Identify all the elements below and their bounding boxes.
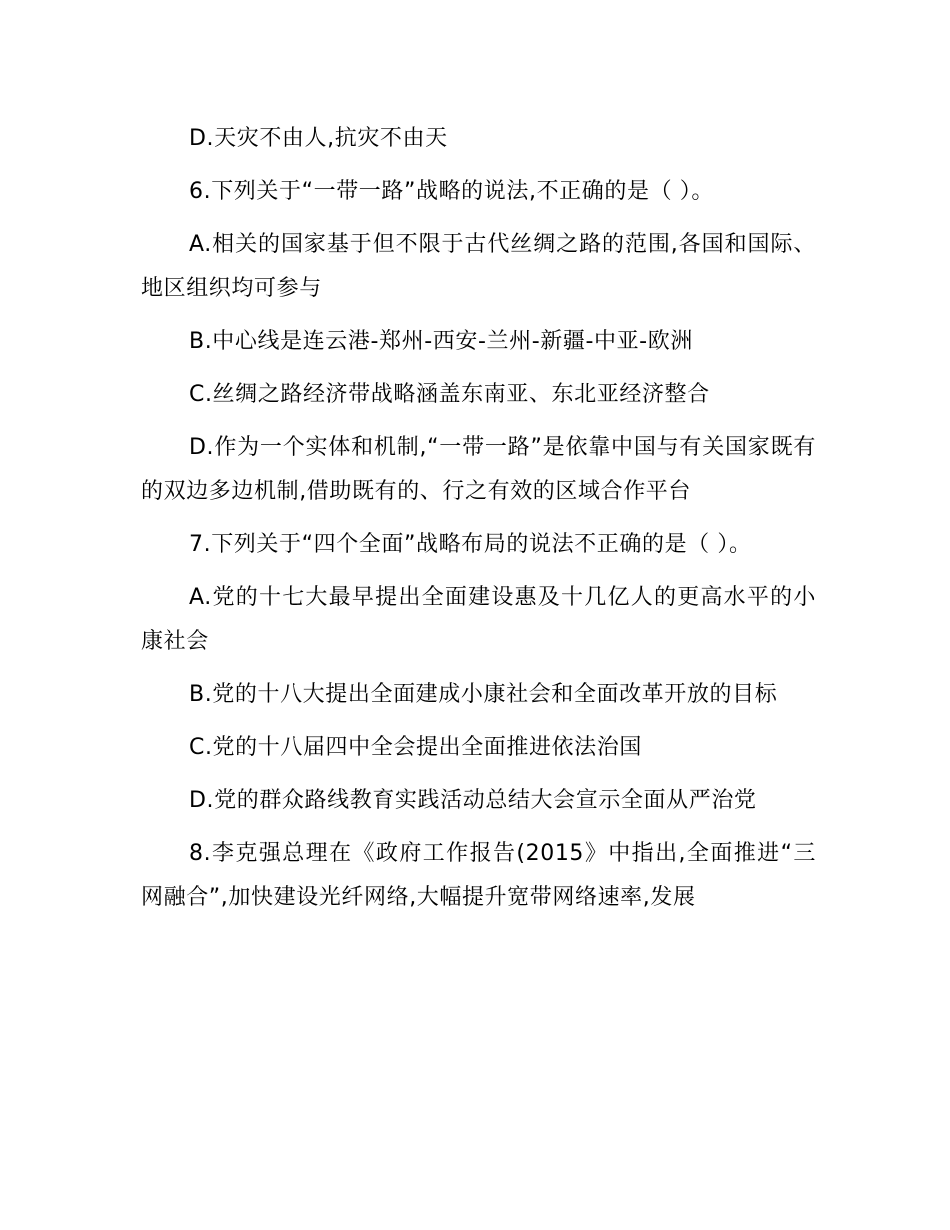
option-c-q7: C.党的十八届四中全会提出全面推进依法治国	[189, 735, 642, 760]
option-b-q6: B.中心线是连云港-郑州-西安-兰州-新疆-中亚-欧洲	[189, 329, 693, 354]
question-8: 8.李克强总理在《政府工作报告(2015》中指出,全面推进“三网融合”,加快建设光纤网络,大幅提升宽带网络速率,发展	[141, 841, 816, 910]
question-7: 7.下列关于“四个全面”战略布局的说法不正确的是（ ）。	[189, 532, 752, 557]
question-6: 6.下列关于“一带一路”战略的说法,不正确的是（ ）。	[189, 179, 714, 204]
option-d-q6: D.作为一个实体和机制,“一带一路”是依靠中国与有关国家既有的双边多边机制,借助既有的、行之有效的区域合作平台	[141, 435, 816, 504]
document-body	[141, 117, 816, 929]
option-a-q7: A.党的十七大最早提出全面建设惠及十几亿人的更高水平的小康社会	[141, 585, 816, 654]
option-d-q7: D.党的群众路线教育实践活动总结大会宣示全面从严治党	[189, 788, 757, 813]
option-b-q7: B.党的十八大提出全面建成小康社会和全面改革开放的目标	[189, 682, 778, 707]
option-c-q6: C.丝绸之路经济带战略涵盖东南亚、东北亚经济整合	[189, 382, 710, 407]
option-d-q5: D.天灾不由人,抗灾不由天	[189, 126, 448, 151]
option-a-q6: A.相关的国家基于但不限于古代丝绸之路的范围,各国和国际、地区组织均可参与	[141, 232, 816, 301]
